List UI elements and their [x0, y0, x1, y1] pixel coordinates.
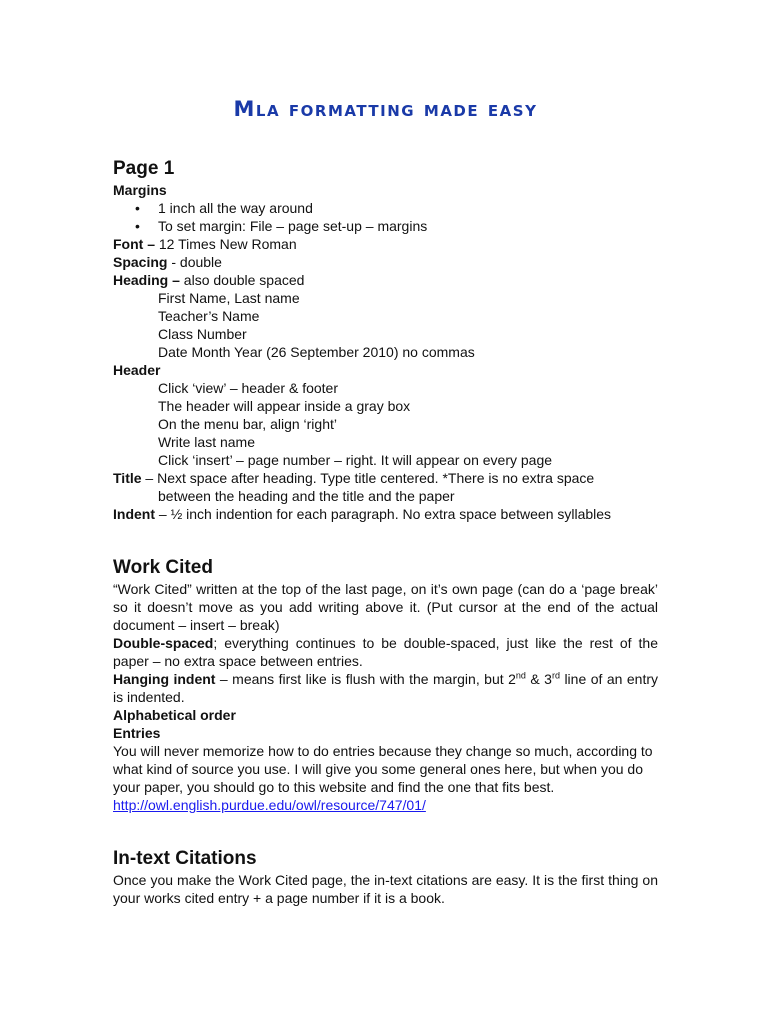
- section-in-text-citations: [113, 847, 658, 907]
- section-heading-work-cited: Work Cited: [113, 557, 213, 578]
- work-cited-intro: “Work Cited” written at the top of the last page, on it’s own page (can do a ‘page break’ so it doesn’t move as you add writing above it. (Put cursor at the end of the actual document – insert – break): [113, 581, 658, 633]
- double-spaced-paragraph: Double-spaced; everything continues to be double-spaced, just like the rest of the paper – no extra space between entries.: [113, 635, 658, 669]
- heading-detail: First Name, Last name: [158, 290, 300, 306]
- heading-detail: Teacher’s Name: [158, 308, 260, 324]
- heading-detail: Date Month Year (26 September 2010) no commas: [158, 344, 475, 360]
- purdue-owl-link[interactable]: http://owl.english.purdue.edu/owl/resource/747/01/: [113, 797, 426, 813]
- document-title: Mla formatting made easy: [233, 97, 538, 121]
- margins-label: Margins: [113, 182, 167, 198]
- heading-detail: Class Number: [158, 326, 247, 342]
- header-detail: On the menu bar, align ‘right’: [158, 416, 337, 432]
- section-page1: [113, 157, 658, 523]
- header-label: Header: [113, 362, 161, 378]
- hanging-indent-paragraph: Hanging indent – means first like is flush with the margin, but 2nd & 3rd line of an entry is indented.: [113, 670, 658, 705]
- bullet-icon: •: [135, 218, 140, 234]
- margins-list: [113, 199, 658, 235]
- spacing-line: Spacing - double: [113, 254, 222, 270]
- header-detail: Write last name: [158, 434, 255, 450]
- font-line: Font – 12 Times New Roman: [113, 236, 297, 252]
- entries-paragraph: You will never memorize how to do entries because they change so much, according to what kind of source you use. I will give you some general ones here, but when you do your paper, you should go to this website and find the one that fits best.: [113, 743, 653, 795]
- title-line-continued: between the heading and the title and the paper: [158, 488, 455, 504]
- list-item: • 1 inch all the way around: [135, 200, 313, 216]
- alphabetical-order-label: Alphabetical order: [113, 707, 236, 723]
- section-heading-in-text: In-text Citations: [113, 848, 257, 869]
- heading-line: Heading – also double spaced: [113, 272, 305, 288]
- header-detail: The header will appear inside a gray box: [158, 398, 411, 414]
- header-detail: Click ‘insert’ – page number – right. It will appear on every page: [158, 452, 553, 468]
- section-work-cited: [113, 556, 658, 814]
- entries-label: Entries: [113, 725, 161, 741]
- purdue-owl-link-line: [113, 796, 658, 814]
- indent-line: Indent – ½ inch indention for each paragraph. No extra space between syllables: [113, 506, 612, 522]
- header-detail: Click ‘view’ – header & footer: [158, 380, 339, 396]
- bullet-icon: •: [135, 200, 140, 216]
- list-item: • To set margin: File – page set-up – margins: [135, 218, 428, 234]
- section-heading-page1: Page 1: [113, 158, 175, 179]
- in-text-paragraph: Once you make the Work Cited page, the in-text citations are easy. It is the first thing on your works cited entry + a page number if it is a book.: [113, 872, 658, 906]
- title-line: Title – Next space after heading. Type title centered. *There is no extra space: [113, 470, 595, 486]
